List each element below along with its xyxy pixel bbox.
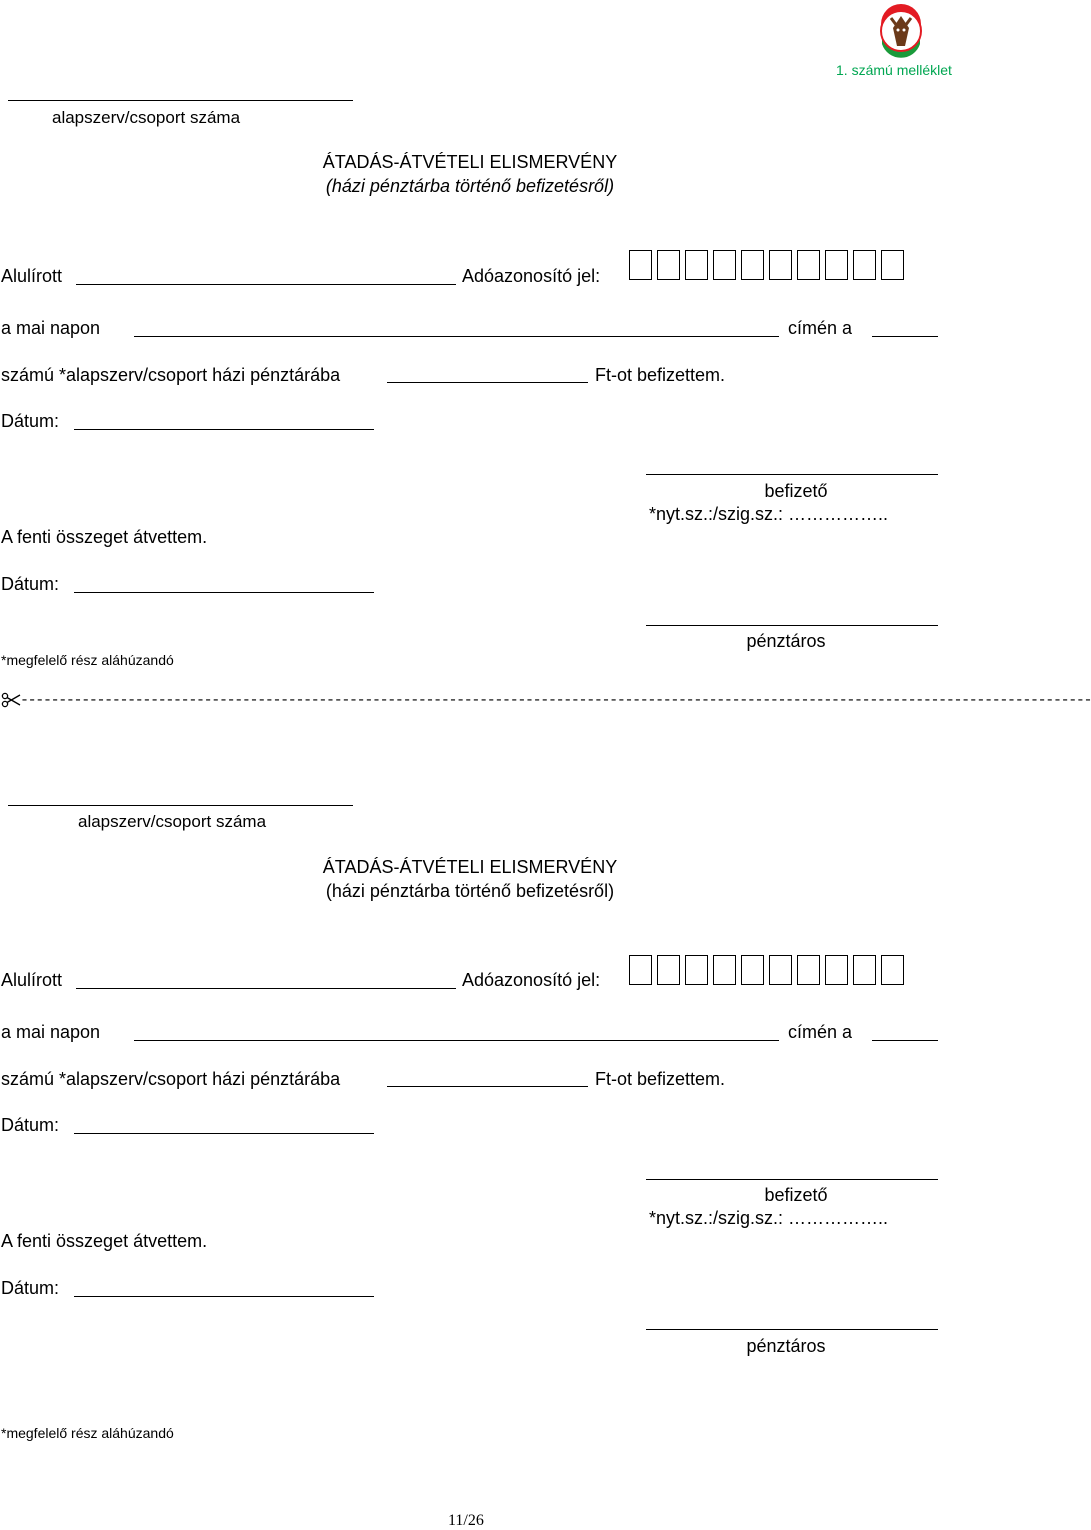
address-field[interactable] bbox=[134, 1040, 779, 1041]
id-number-label: *nyt.sz.:/szig.sz.: …………….. bbox=[649, 504, 889, 524]
tax-id-box[interactable] bbox=[769, 250, 792, 280]
address-label: címén a bbox=[788, 1022, 853, 1042]
name-field[interactable] bbox=[76, 284, 456, 285]
tax-id-box[interactable] bbox=[713, 250, 736, 280]
undersigned-label: Alulírott bbox=[1, 970, 63, 990]
paid-label: Ft-ot befizettem. bbox=[595, 1069, 726, 1089]
cashier-label: pénztáros bbox=[746, 1336, 826, 1356]
footnote: *megfelelő rész aláhúzandó bbox=[1, 652, 174, 668]
tax-id-box[interactable] bbox=[797, 955, 820, 985]
form-subtitle: (házi pénztárba történő befizetésről) bbox=[325, 881, 615, 901]
party-emblem-icon bbox=[879, 6, 923, 60]
footnote: *megfelelő rész aláhúzandó bbox=[1, 1425, 174, 1441]
date-field[interactable] bbox=[74, 1296, 374, 1297]
date-label: Dátum: bbox=[1, 574, 60, 594]
address-field[interactable] bbox=[134, 336, 779, 337]
date-label: Dátum: bbox=[1, 411, 60, 431]
tax-id-box[interactable] bbox=[657, 250, 680, 280]
tax-id-box[interactable] bbox=[769, 955, 792, 985]
tax-id-box[interactable] bbox=[657, 955, 680, 985]
address-label: címén a bbox=[788, 318, 853, 338]
tax-id-box[interactable] bbox=[629, 955, 652, 985]
tax-id-box[interactable] bbox=[825, 250, 848, 280]
annex-label: 1. számú melléklet bbox=[836, 62, 952, 78]
amount-field[interactable] bbox=[387, 382, 588, 383]
paid-label: Ft-ot befizettem. bbox=[595, 365, 726, 385]
cashier-signature-line[interactable] bbox=[646, 625, 938, 626]
tax-id-boxes[interactable] bbox=[629, 955, 904, 985]
amount-prefix-field[interactable] bbox=[872, 1040, 938, 1041]
tax-id-box[interactable] bbox=[685, 250, 708, 280]
cashier-signature-line[interactable] bbox=[646, 1329, 938, 1330]
org-number-line[interactable] bbox=[8, 805, 353, 806]
tax-id-box[interactable] bbox=[713, 955, 736, 985]
form-subtitle: (házi pénztárba történő befizetésről) bbox=[325, 176, 615, 196]
received-text: A fenti összeget átvettem. bbox=[1, 527, 208, 547]
scissors-icon bbox=[1, 692, 21, 713]
number-text: számú *alapszerv/csoport házi pénztárába bbox=[1, 1069, 341, 1089]
cashier-label: pénztáros bbox=[746, 631, 826, 651]
tax-id-box[interactable] bbox=[629, 250, 652, 280]
tax-id-box[interactable] bbox=[853, 250, 876, 280]
tax-id-box[interactable] bbox=[741, 955, 764, 985]
today-label: a mai napon bbox=[1, 318, 101, 338]
form-title: ÁTADÁS-ÁTVÉTELI ELISMERVÉNY bbox=[322, 857, 618, 877]
tax-id-label: Adóazonosító jel: bbox=[462, 266, 601, 286]
org-number-line[interactable] bbox=[8, 100, 353, 101]
payer-label: befizető bbox=[764, 1185, 828, 1205]
tax-id-boxes[interactable] bbox=[629, 250, 904, 280]
tax-id-label: Adóazonosító jel: bbox=[462, 970, 601, 990]
date-label: Dátum: bbox=[1, 1278, 60, 1298]
org-label: alapszerv/csoport száma bbox=[52, 108, 241, 127]
org-label: alapszerv/csoport száma bbox=[78, 812, 267, 831]
tax-id-box[interactable] bbox=[741, 250, 764, 280]
form-title: ÁTADÁS-ÁTVÉTELI ELISMERVÉNY bbox=[322, 152, 618, 172]
date-label: Dátum: bbox=[1, 1115, 60, 1135]
page-number: 11/26 bbox=[448, 1512, 484, 1529]
number-text: számú *alapszerv/csoport házi pénztárába bbox=[1, 365, 341, 385]
payer-label: befizető bbox=[764, 481, 828, 501]
payer-signature-line[interactable] bbox=[646, 474, 938, 475]
tax-id-box[interactable] bbox=[825, 955, 848, 985]
name-field[interactable] bbox=[76, 988, 456, 989]
tax-id-box[interactable] bbox=[881, 955, 904, 985]
date-field[interactable] bbox=[74, 429, 374, 430]
tax-id-box[interactable] bbox=[685, 955, 708, 985]
today-label: a mai napon bbox=[1, 1022, 101, 1042]
undersigned-label: Alulírott bbox=[1, 266, 63, 286]
cut-line: -------------------------------------------------------------------------------------------------------------------------------------------- bbox=[20, 692, 1091, 709]
id-number-label: *nyt.sz.:/szig.sz.: …………….. bbox=[649, 1208, 889, 1228]
tax-id-box[interactable] bbox=[881, 250, 904, 280]
date-field[interactable] bbox=[74, 592, 374, 593]
tax-id-box[interactable] bbox=[797, 250, 820, 280]
amount-field[interactable] bbox=[387, 1086, 588, 1087]
date-field[interactable] bbox=[74, 1133, 374, 1134]
received-text: A fenti összeget átvettem. bbox=[1, 1231, 208, 1251]
tax-id-box[interactable] bbox=[853, 955, 876, 985]
payer-signature-line[interactable] bbox=[646, 1179, 938, 1180]
amount-prefix-field[interactable] bbox=[872, 336, 938, 337]
